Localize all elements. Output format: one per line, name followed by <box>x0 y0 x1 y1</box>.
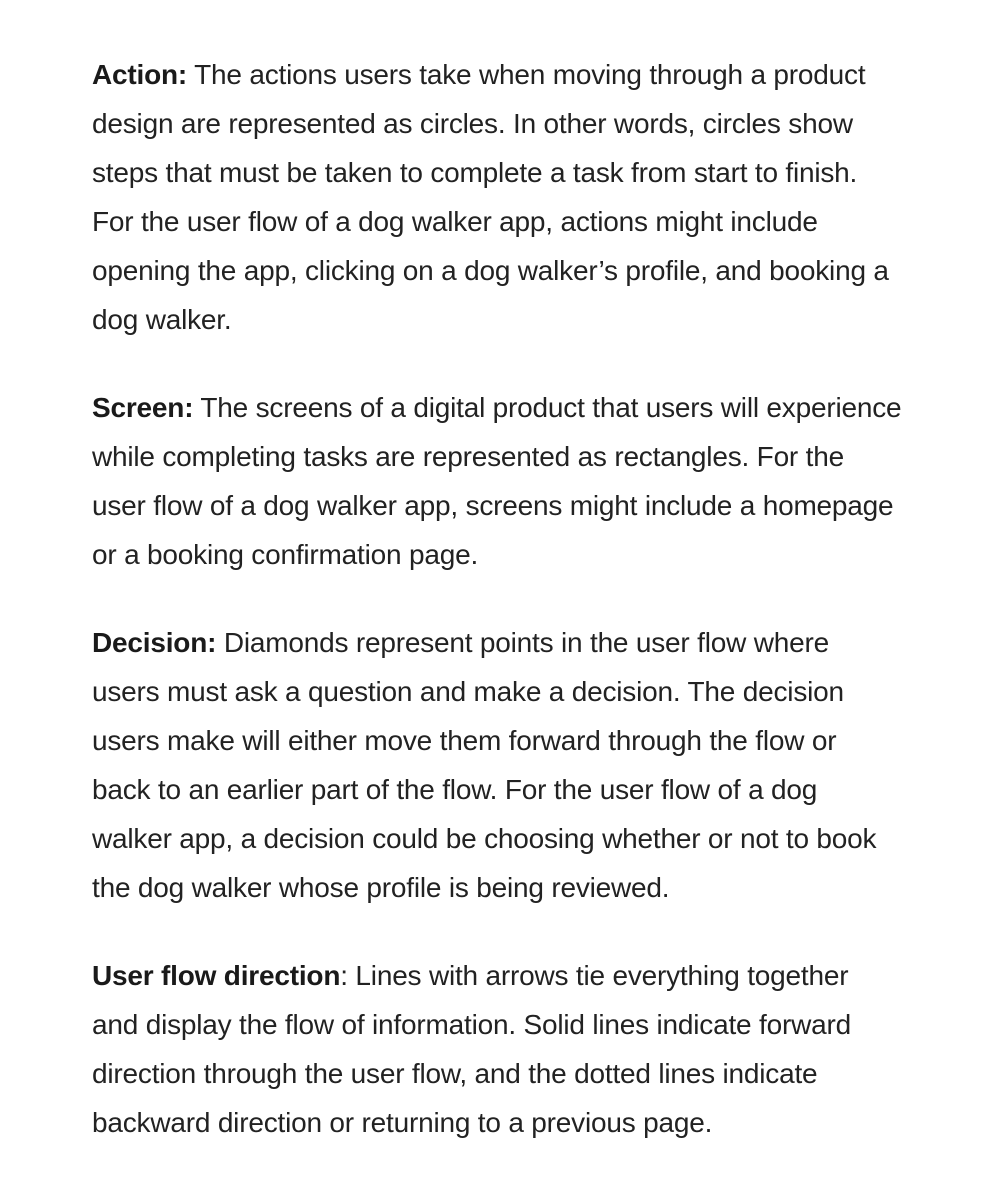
definition-screen <box>92 383 902 579</box>
definition-action <box>92 50 902 344</box>
definition-text: The actions users take when moving through a product design are represented as circles. In other words, circles show steps that must be taken to complete a task from start to finish. For the user flow of a dog walker app, actions might include opening the app, clicking on a dog walker’s profile, and booking a dog walker. <box>92 59 889 335</box>
definition-term: Screen: <box>92 392 194 423</box>
definition-term: Decision: <box>92 627 217 658</box>
definition-user-flow-direction <box>92 951 902 1147</box>
definition-term: User flow direction <box>92 960 341 991</box>
definition-term: Action: <box>92 59 188 90</box>
definition-text: The screens of a digital product that users will experience while completing tasks are represented as rectangles. For the user flow of a dog walker app, screens might include a homepage or a booking confirmation page. <box>92 392 902 570</box>
article-body <box>92 50 902 1186</box>
definition-text: Diamonds represent points in the user flow where users must ask a question and make a decision. The decision users make will either move them forward through the flow or back to an earlier part of the flow. For the user flow of a dog walker app, a decision could be choosing whether or not to book the dog walker whose profile is being reviewed. <box>92 627 877 903</box>
definition-decision <box>92 618 902 912</box>
definition-text: Lines with arrows tie everything together and display the flow of information. Solid lines indicate forward direction through the user flow, and the dotted lines indicate backward direction or returning to a previous page. <box>92 960 851 1138</box>
definition-separator: : <box>340 960 348 991</box>
